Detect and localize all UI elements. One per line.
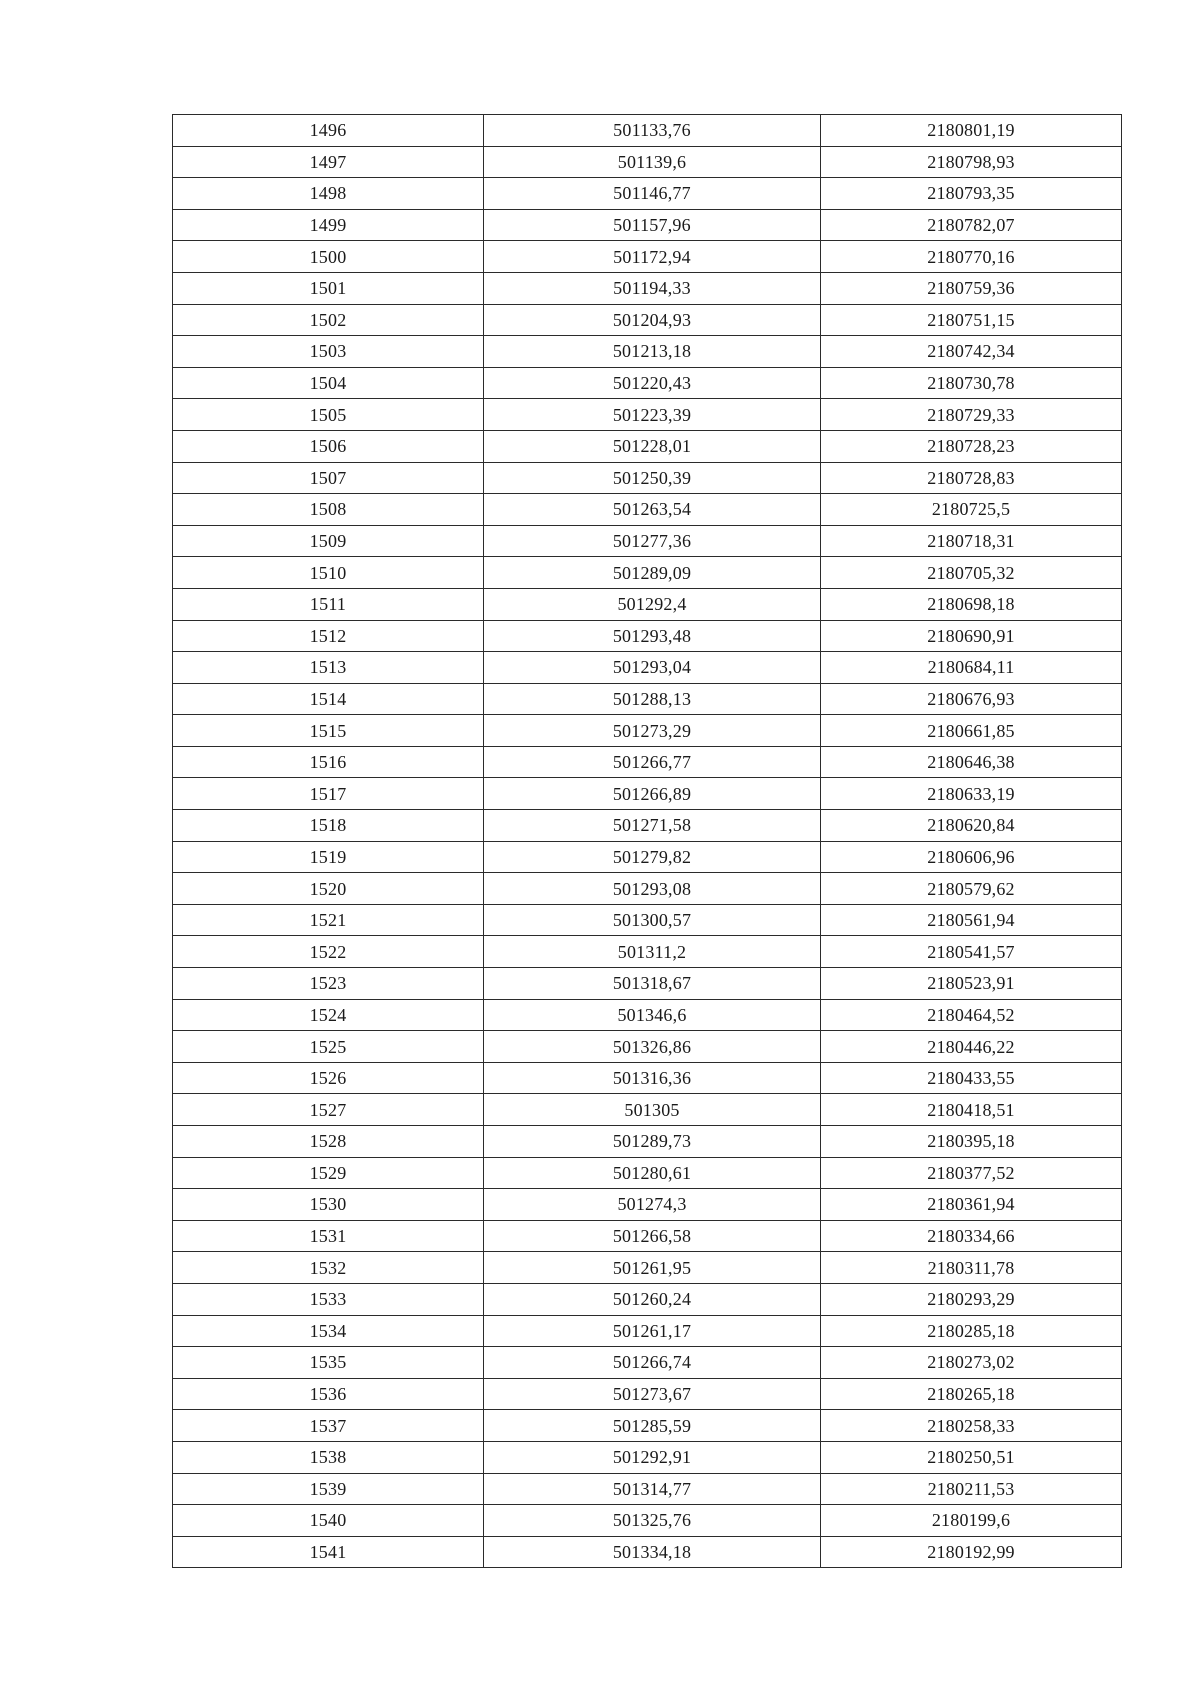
point-number-cell: 1524 [173,999,484,1031]
x-coordinate-cell: 501285,59 [484,1410,821,1442]
x-coordinate-cell: 501139,6 [484,146,821,178]
y-coordinate-cell: 2180199,6 [821,1505,1122,1537]
table-row [173,810,1122,842]
table-row [173,272,1122,304]
y-coordinate-cell: 2180211,53 [821,1473,1122,1505]
table-row [173,873,1122,905]
y-coordinate-cell: 2180377,52 [821,1157,1122,1189]
x-coordinate-cell: 501292,4 [484,588,821,620]
table-row [173,778,1122,810]
table-row [173,1094,1122,1126]
point-number-cell: 1541 [173,1536,484,1568]
y-coordinate-cell: 2180742,34 [821,336,1122,368]
x-coordinate-cell: 501311,2 [484,936,821,968]
y-coordinate-cell: 2180798,93 [821,146,1122,178]
y-coordinate-cell: 2180793,35 [821,178,1122,210]
point-number-cell: 1533 [173,1283,484,1315]
table-row [173,209,1122,241]
table-row [173,715,1122,747]
y-coordinate-cell: 2180523,91 [821,968,1122,1000]
y-coordinate-cell: 2180728,83 [821,462,1122,494]
table-row [173,1252,1122,1284]
table-row [173,620,1122,652]
coordinates-table [172,114,1122,1568]
x-coordinate-cell: 501266,74 [484,1347,821,1379]
table-row [173,430,1122,462]
point-number-cell: 1505 [173,399,484,431]
y-coordinate-cell: 2180541,57 [821,936,1122,968]
table-row [173,1220,1122,1252]
point-number-cell: 1527 [173,1094,484,1126]
coordinates-table-body [173,115,1122,1568]
y-coordinate-cell: 2180250,51 [821,1441,1122,1473]
table-row [173,1347,1122,1379]
point-number-cell: 1514 [173,683,484,715]
y-coordinate-cell: 2180285,18 [821,1315,1122,1347]
point-number-cell: 1540 [173,1505,484,1537]
table-row [173,525,1122,557]
point-number-cell: 1536 [173,1378,484,1410]
table-row [173,304,1122,336]
x-coordinate-cell: 501277,36 [484,525,821,557]
y-coordinate-cell: 2180273,02 [821,1347,1122,1379]
x-coordinate-cell: 501213,18 [484,336,821,368]
y-coordinate-cell: 2180770,16 [821,241,1122,273]
x-coordinate-cell: 501280,61 [484,1157,821,1189]
table-row [173,1410,1122,1442]
point-number-cell: 1519 [173,841,484,873]
table-row [173,557,1122,589]
point-number-cell: 1528 [173,1126,484,1158]
table-row [173,462,1122,494]
x-coordinate-cell: 501273,67 [484,1378,821,1410]
table-row [173,146,1122,178]
point-number-cell: 1504 [173,367,484,399]
point-number-cell: 1535 [173,1347,484,1379]
y-coordinate-cell: 2180620,84 [821,810,1122,842]
y-coordinate-cell: 2180606,96 [821,841,1122,873]
table-row [173,1031,1122,1063]
table-row [173,999,1122,1031]
y-coordinate-cell: 2180759,36 [821,272,1122,304]
y-coordinate-cell: 2180311,78 [821,1252,1122,1284]
x-coordinate-cell: 501260,24 [484,1283,821,1315]
x-coordinate-cell: 501346,6 [484,999,821,1031]
y-coordinate-cell: 2180690,91 [821,620,1122,652]
y-coordinate-cell: 2180728,23 [821,430,1122,462]
point-number-cell: 1512 [173,620,484,652]
y-coordinate-cell: 2180661,85 [821,715,1122,747]
x-coordinate-cell: 501325,76 [484,1505,821,1537]
point-number-cell: 1497 [173,146,484,178]
x-coordinate-cell: 501274,3 [484,1189,821,1221]
table-row [173,1315,1122,1347]
point-number-cell: 1520 [173,873,484,905]
y-coordinate-cell: 2180684,11 [821,652,1122,684]
point-number-cell: 1521 [173,904,484,936]
y-coordinate-cell: 2180579,62 [821,873,1122,905]
x-coordinate-cell: 501293,48 [484,620,821,652]
point-number-cell: 1515 [173,715,484,747]
y-coordinate-cell: 2180698,18 [821,588,1122,620]
x-coordinate-cell: 501146,77 [484,178,821,210]
y-coordinate-cell: 2180646,38 [821,746,1122,778]
table-row [173,1505,1122,1537]
x-coordinate-cell: 501273,29 [484,715,821,747]
point-number-cell: 1510 [173,557,484,589]
point-number-cell: 1500 [173,241,484,273]
y-coordinate-cell: 2180729,33 [821,399,1122,431]
table-row [173,1378,1122,1410]
point-number-cell: 1531 [173,1220,484,1252]
table-row [173,1157,1122,1189]
point-number-cell: 1530 [173,1189,484,1221]
x-coordinate-cell: 501266,58 [484,1220,821,1252]
y-coordinate-cell: 2180718,31 [821,525,1122,557]
y-coordinate-cell: 2180433,55 [821,1062,1122,1094]
table-row [173,1189,1122,1221]
y-coordinate-cell: 2180395,18 [821,1126,1122,1158]
x-coordinate-cell: 501266,89 [484,778,821,810]
y-coordinate-cell: 2180561,94 [821,904,1122,936]
x-coordinate-cell: 501289,09 [484,557,821,589]
y-coordinate-cell: 2180676,93 [821,683,1122,715]
point-number-cell: 1508 [173,494,484,526]
x-coordinate-cell: 501271,58 [484,810,821,842]
x-coordinate-cell: 501204,93 [484,304,821,336]
point-number-cell: 1511 [173,588,484,620]
point-number-cell: 1498 [173,178,484,210]
point-number-cell: 1516 [173,746,484,778]
table-row [173,115,1122,147]
table-row [173,178,1122,210]
table-row [173,336,1122,368]
x-coordinate-cell: 501318,67 [484,968,821,1000]
x-coordinate-cell: 501157,96 [484,209,821,241]
x-coordinate-cell: 501288,13 [484,683,821,715]
table-row [173,588,1122,620]
table-row [173,683,1122,715]
x-coordinate-cell: 501172,94 [484,241,821,273]
table-row [173,936,1122,968]
x-coordinate-cell: 501250,39 [484,462,821,494]
x-coordinate-cell: 501289,73 [484,1126,821,1158]
x-coordinate-cell: 501293,04 [484,652,821,684]
table-row [173,1283,1122,1315]
x-coordinate-cell: 501316,36 [484,1062,821,1094]
table-row [173,1126,1122,1158]
point-number-cell: 1507 [173,462,484,494]
x-coordinate-cell: 501305 [484,1094,821,1126]
table-row [173,1062,1122,1094]
x-coordinate-cell: 501293,08 [484,873,821,905]
x-coordinate-cell: 501279,82 [484,841,821,873]
point-number-cell: 1525 [173,1031,484,1063]
x-coordinate-cell: 501194,33 [484,272,821,304]
table-row [173,399,1122,431]
x-coordinate-cell: 501292,91 [484,1441,821,1473]
point-number-cell: 1517 [173,778,484,810]
point-number-cell: 1506 [173,430,484,462]
point-number-cell: 1538 [173,1441,484,1473]
table-row [173,1536,1122,1568]
x-coordinate-cell: 501266,77 [484,746,821,778]
y-coordinate-cell: 2180725,5 [821,494,1122,526]
x-coordinate-cell: 501261,95 [484,1252,821,1284]
table-row [173,1473,1122,1505]
table-row [173,494,1122,526]
point-number-cell: 1522 [173,936,484,968]
table-row [173,241,1122,273]
table-row [173,968,1122,1000]
x-coordinate-cell: 501220,43 [484,367,821,399]
x-coordinate-cell: 501223,39 [484,399,821,431]
point-number-cell: 1499 [173,209,484,241]
point-number-cell: 1501 [173,272,484,304]
y-coordinate-cell: 2180751,15 [821,304,1122,336]
point-number-cell: 1513 [173,652,484,684]
table-row [173,746,1122,778]
y-coordinate-cell: 2180705,32 [821,557,1122,589]
x-coordinate-cell: 501228,01 [484,430,821,462]
y-coordinate-cell: 2180446,22 [821,1031,1122,1063]
y-coordinate-cell: 2180801,19 [821,115,1122,147]
y-coordinate-cell: 2180192,99 [821,1536,1122,1568]
point-number-cell: 1539 [173,1473,484,1505]
point-number-cell: 1526 [173,1062,484,1094]
table-row [173,1441,1122,1473]
point-number-cell: 1532 [173,1252,484,1284]
point-number-cell: 1509 [173,525,484,557]
y-coordinate-cell: 2180782,07 [821,209,1122,241]
x-coordinate-cell: 501314,77 [484,1473,821,1505]
table-row [173,652,1122,684]
y-coordinate-cell: 2180265,18 [821,1378,1122,1410]
y-coordinate-cell: 2180334,66 [821,1220,1122,1252]
y-coordinate-cell: 2180418,51 [821,1094,1122,1126]
point-number-cell: 1534 [173,1315,484,1347]
point-number-cell: 1503 [173,336,484,368]
y-coordinate-cell: 2180730,78 [821,367,1122,399]
point-number-cell: 1529 [173,1157,484,1189]
table-row [173,841,1122,873]
point-number-cell: 1502 [173,304,484,336]
table-row [173,904,1122,936]
x-coordinate-cell: 501133,76 [484,115,821,147]
table-row [173,367,1122,399]
y-coordinate-cell: 2180464,52 [821,999,1122,1031]
y-coordinate-cell: 2180361,94 [821,1189,1122,1221]
x-coordinate-cell: 501326,86 [484,1031,821,1063]
y-coordinate-cell: 2180633,19 [821,778,1122,810]
point-number-cell: 1496 [173,115,484,147]
x-coordinate-cell: 501261,17 [484,1315,821,1347]
x-coordinate-cell: 501263,54 [484,494,821,526]
x-coordinate-cell: 501334,18 [484,1536,821,1568]
point-number-cell: 1537 [173,1410,484,1442]
point-number-cell: 1518 [173,810,484,842]
x-coordinate-cell: 501300,57 [484,904,821,936]
y-coordinate-cell: 2180293,29 [821,1283,1122,1315]
point-number-cell: 1523 [173,968,484,1000]
y-coordinate-cell: 2180258,33 [821,1410,1122,1442]
